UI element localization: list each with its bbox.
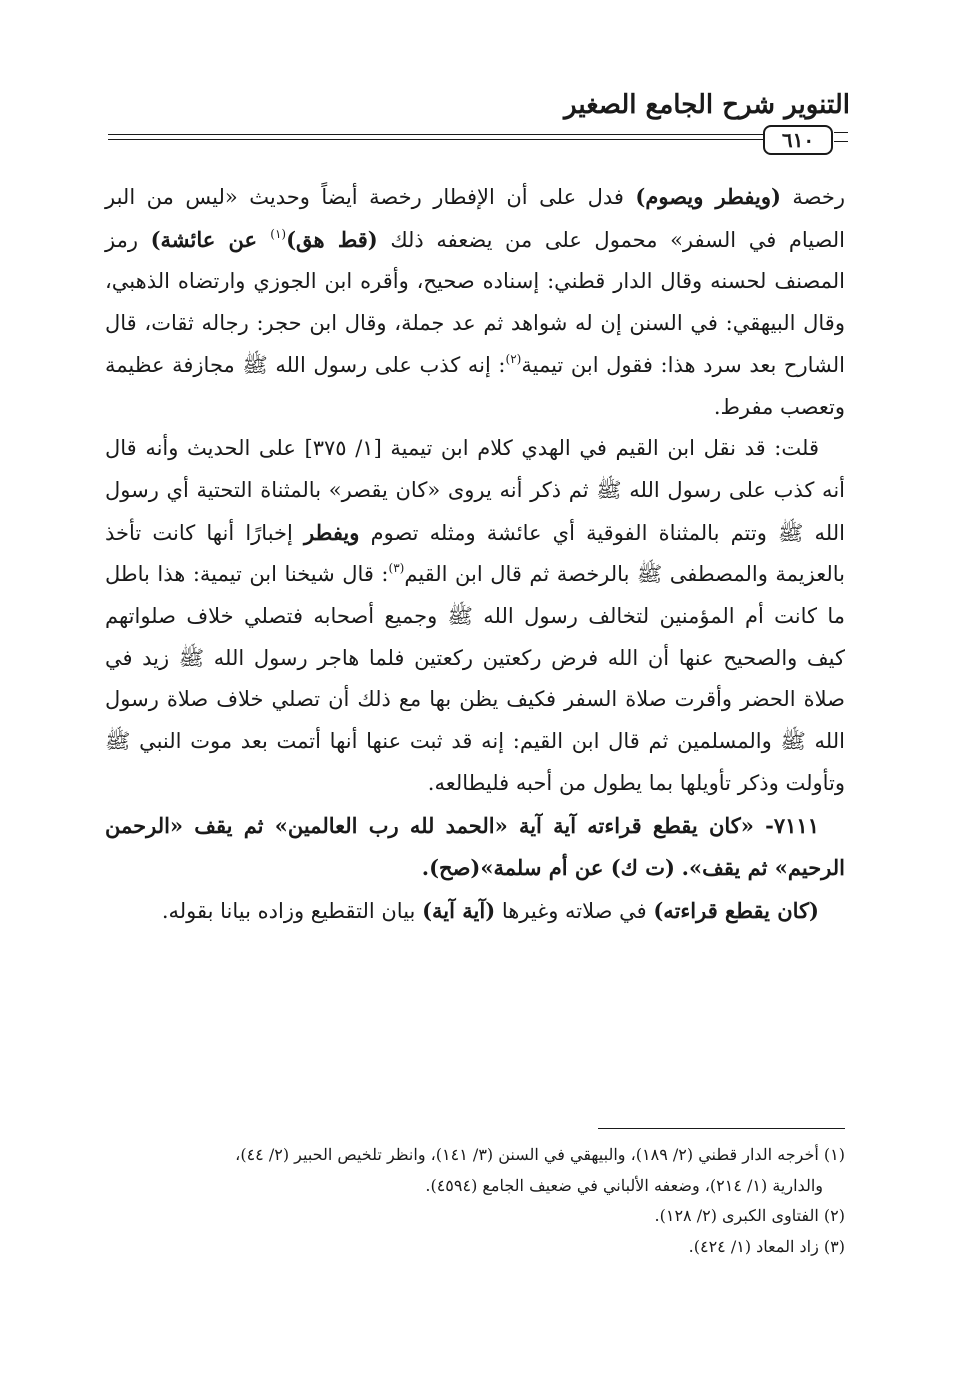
bold-run: (آية آية) (422, 897, 496, 923)
footnote-ref-3[interactable]: (٣) (388, 561, 405, 576)
footnote-1: (١) أخرجه الدار قطني (٢/ ١٨٩)، والبيهقي في السنن (٣/ ١٤١)، وانظر تلخيص الحبير (٢/ ٤٤)، (235, 1145, 845, 1164)
main-text (105, 176, 845, 933)
text-run: : قال شيخنا ابن تيمية: هذا باطل ما كانت أم المؤمنين لتخالف رسول الله ﷺ وجميع أصحابه فتصلي خلاف صلواتهم كيف والصحيح عنها أن الله فرض ركعتين ركعتين فلما هاجر رسول الله ﷺ زيد في صلاة الحضر وأقرت صلاة السفر فكيف يظن بها مع ذلك أن تصلي خلاف صلاة رسول الله ﷺ والمسلمين ثم قال ابن القيم: إنه قد ثبت عنها أنها أتمت بعد موت النبي ﷺ وتأولت وذكر تأويلها بما يطول من أحبه فليطالعه. (105, 562, 845, 795)
text-run: قلت: قد نقل ابن القيم في الهدي كلام ابن تيمية [١/ ٣٧٥] على الحديث وأنه قال أنه كذب على رسول الله ﷺ ثم ذكر أنه يروى «كان يقصر» بالمثناة التحتية أي رسول الله ﷺ وتتم بالمثناة الفوقية أي عائشة ومثله تصوم (105, 436, 845, 545)
hadith-text: ٧١١١- «كان يقطع قراءته آية آية «الحمد لله رب العالمين» ثم يقف «الرحمن الرحيم» ثم يقف». (105, 812, 845, 881)
footnote-ref-2[interactable]: (٢) (505, 351, 522, 366)
text-run (675, 856, 682, 880)
paragraph-commentary-3 (105, 890, 845, 933)
bold-run: عن عائشة) (150, 226, 271, 252)
text-run: بيان التقطيع وزاده بيانا بقوله. (161, 898, 423, 923)
footnote-ref-1[interactable]: (١) (270, 226, 287, 241)
text-run: : إنه كذب على رسول الله ﷺ مجازفة عظيمة وتعصب مفرط. (105, 352, 845, 419)
footnote-separator (598, 1128, 845, 1129)
header-rule-line-bottom (108, 139, 763, 140)
page-number: ٦١٠ (763, 125, 833, 155)
footnote-2: (٢) الفتاوى الكبرى (٢/ ١٢٨). (654, 1206, 845, 1225)
text-run: في صلاته وغيرها (495, 898, 654, 923)
footnote-3: (٣) زاد المعاد (١/ ٤٢٤). (688, 1236, 845, 1256)
footnotes (105, 1140, 845, 1262)
hadith-source: (ت ك) عن أم سلمة»(صح). (421, 855, 675, 881)
footnote-1-continued: والدارية (١/ ٢١٤)، وضعفه الألباني في ضعيف الجامع (٤٥٩٤). (425, 1175, 823, 1195)
bold-run: (ويفطر ويصوم) (635, 184, 781, 209)
bold-run: ويفطر (304, 519, 360, 545)
running-title: التنوير شرح الجامع الصغير (564, 90, 850, 120)
hadith-entry-7111 (105, 805, 845, 890)
text-run: فدل على أن الإفطار رخصة أيضاً وحديث «ليس من البر الصيام في السفر» محمول على من يضعفه ذلك (105, 185, 846, 252)
header-rule-line-top (108, 134, 763, 135)
paragraph-commentary-2 (105, 428, 845, 804)
text-run: إخبارًا أنها كانت تأخذ بالعزيمة والمصطفى ﷺ بالرخصة ثم قال ابن القيم (105, 520, 845, 587)
text-run: رمز المصنف لحسنه وقال الدار قطني: إسناده صحيح، وأقره ابن الجوزي وارتضاه الذهبي، وقال البيهقي: في السنن إن له شواهد ثم عد جملة، وقال ابن حجر: رجاله ثقات، قال الشارح بعد سرد هذا: فقول ابن تيمية (105, 227, 845, 377)
paragraph-commentary-1 (105, 176, 845, 428)
header-double-rule (108, 128, 763, 150)
bold-run: (كان يقطع قراءته) (653, 897, 819, 923)
bold-run: (قط هق) (286, 226, 378, 252)
text-run: رخصة (780, 185, 845, 209)
header-rule-end-mark (834, 132, 848, 142)
